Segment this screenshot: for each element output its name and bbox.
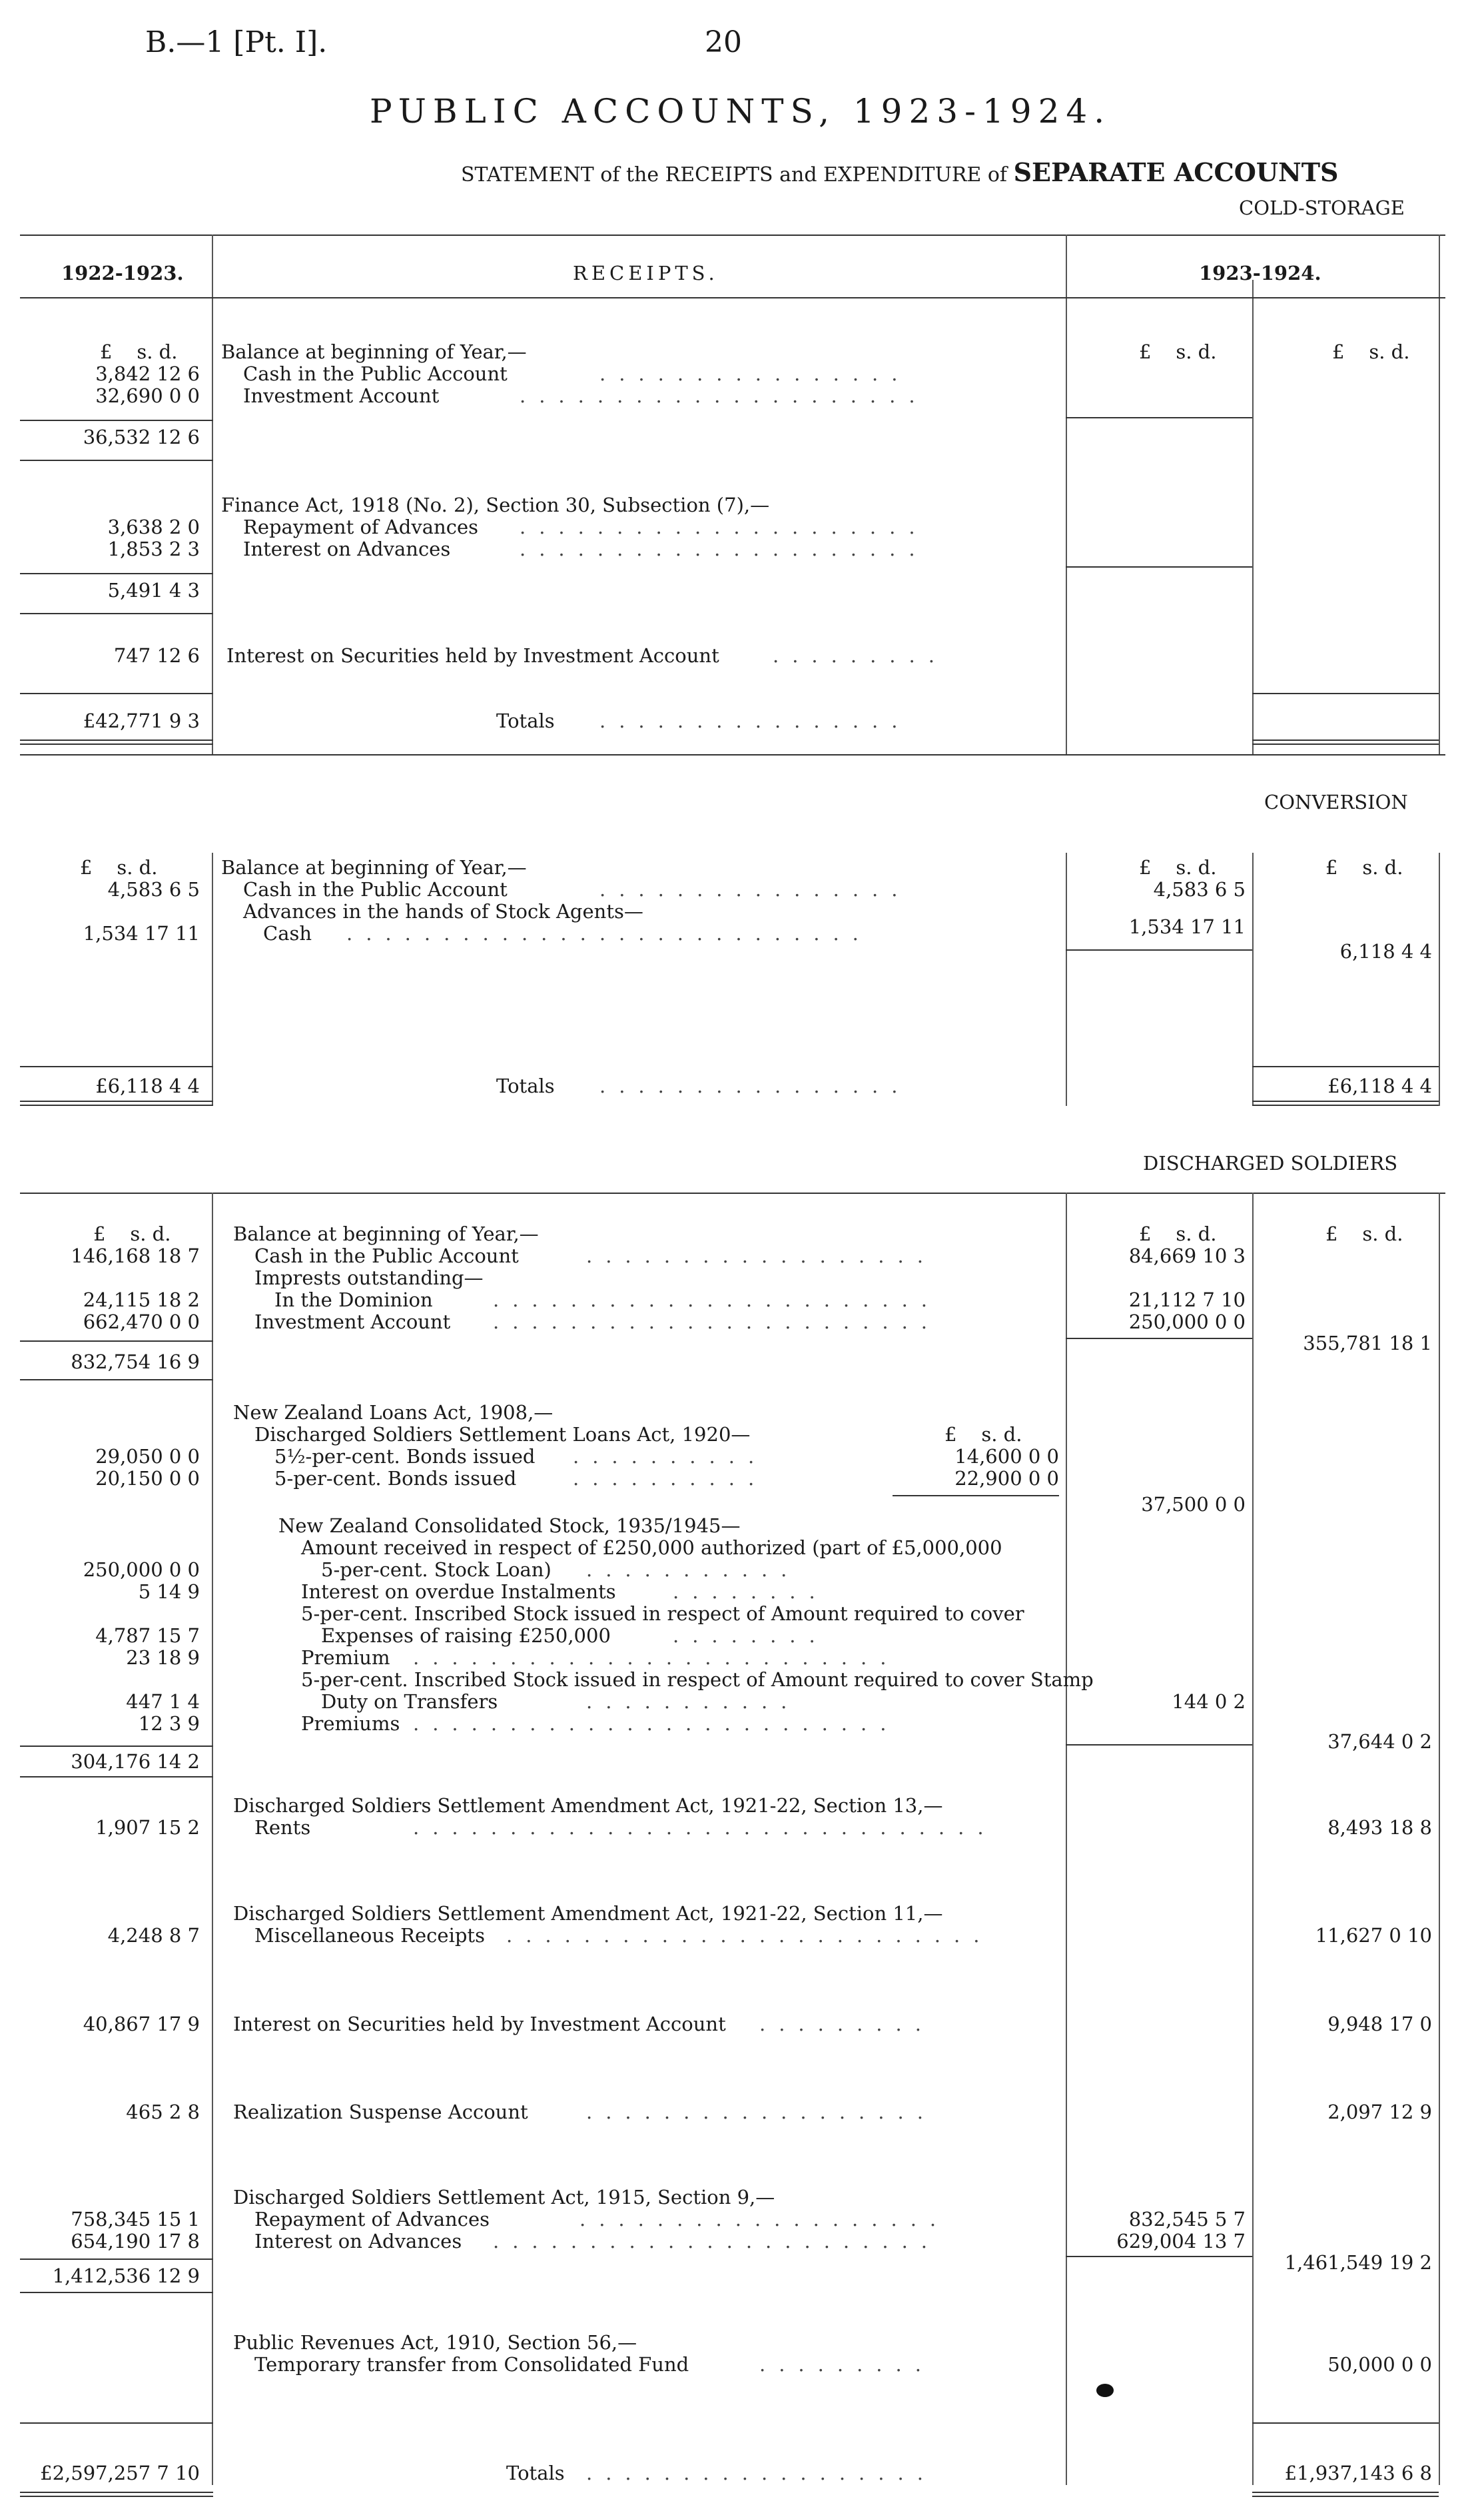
ds-intadv: Interest on Advances — [254, 2230, 462, 2253]
ds-premiums: Premiums — [301, 1712, 400, 1735]
ds-overdue: Interest on overdue Instalments — [301, 1580, 616, 1603]
ds-nzcs-heading: New Zealand Consolidated Stock, 1935/1945— — [278, 1514, 741, 1537]
cold-bal-inv: Investment Account — [243, 384, 440, 407]
subtitle-bold: SEPARATE ACCOUNTS — [1013, 157, 1339, 187]
ds-amt-line2: 5-per-cent. Stock Loan) — [321, 1558, 552, 1581]
ds-nzl-heading: New Zealand Loans Act, 1908,— — [233, 1401, 554, 1424]
ds-bond5-prev: 20,150 0 0 — [95, 1467, 200, 1490]
cold-fin-int: Interest on Advances — [243, 538, 451, 560]
ds-imp-dom-prev: 24,115 18 2 — [83, 1288, 200, 1311]
conv-bal-cash-curr: 4,583 6 5 — [1153, 878, 1246, 901]
conv-lsd-prev: £ s. d. — [80, 856, 158, 879]
ds-repay: Repayment of Advances — [254, 2208, 490, 2231]
conv-adv-cash-curr: 1,534 17 11 — [1128, 915, 1246, 938]
conv-totals-prev: £6,118 4 4 — [95, 1075, 200, 1097]
ds-nzl-sub-prev: 304,176 14 2 — [71, 1750, 200, 1773]
ds-amend13-heading: Discharged Soldiers Settlement Amendment Act, 1921-22, Section 13,— — [233, 1794, 943, 1817]
cold-totals-prev: £42,771 9 3 — [83, 710, 200, 732]
ds-bal-cash-prev: 146,168 18 7 — [71, 1245, 200, 1267]
ds-dssl-lsd: £ s. d. — [944, 1423, 1022, 1446]
cold-bal-inv-prev: 32,690 0 0 — [95, 384, 200, 407]
ds-lsd-curr-b: £ s. d. — [1325, 1223, 1403, 1245]
ds-stamp-curr: 144 0 2 — [1172, 1690, 1246, 1713]
ds-intadv-prev: 654,190 17 8 — [71, 2230, 200, 2253]
ds-imp-heading: Imprests outstanding— — [254, 1266, 484, 1289]
cold-fin-int-prev: 1,853 2 3 — [107, 538, 200, 560]
ds-imp-dom-curr: 21,112 7 10 — [1128, 1288, 1246, 1311]
ds-totals-curr: £1,937,143 6 8 — [1284, 2462, 1432, 2484]
conv-adv-cash-prev: 1,534 17 11 — [83, 922, 200, 945]
ds-inv-prev: 662,470 0 0 — [83, 1310, 200, 1333]
ds-rents-prev: 1,907 15 2 — [95, 1816, 200, 1839]
cold-lsd-prev: £ s. d. — [100, 340, 178, 363]
ds-premium: Premium — [301, 1646, 390, 1669]
conv-adv-cash: Cash — [263, 922, 312, 945]
discharged-heading: DISCHARGED SOLDIERS — [1143, 1152, 1398, 1175]
ds-premiums-prev: 12 3 9 — [138, 1712, 200, 1735]
ds-premium-prev: 23 18 9 — [126, 1646, 200, 1669]
ds-rsa-curr: 2,097 12 9 — [1327, 2101, 1432, 2123]
conv-totals-label: Totals — [496, 1075, 555, 1097]
conv-lsd-curr-a: £ s. d. — [1139, 856, 1217, 879]
ds-insc-prev: 4,787 15 7 — [95, 1624, 200, 1647]
ds-bond55-prev: 29,050 0 0 — [95, 1445, 200, 1468]
ds-bal-cash: Cash in the Public Account — [254, 1245, 519, 1267]
ds-bond55: 5½-per-cent. Bonds issued — [274, 1445, 536, 1468]
page-number: 20 — [705, 25, 742, 59]
ds-lsd-prev: £ s. d. — [93, 1223, 171, 1245]
ds-bal-sub-prev: 832,754 16 9 — [71, 1350, 200, 1373]
conv-bal-cash-prev: 4,583 6 5 — [107, 878, 200, 901]
ds-bonds-total: 37,500 0 0 — [1141, 1493, 1246, 1516]
conv-adv-heading: Advances in the hands of Stock Agents— — [243, 900, 643, 923]
conv-lsd-curr-b: £ s. d. — [1325, 856, 1403, 879]
ds-insc-line2: Expenses of raising £250,000 — [321, 1624, 611, 1647]
ink-blot — [1096, 2384, 1114, 2397]
ds-repay-curr: 832,545 5 7 — [1128, 2208, 1246, 2231]
ds-pra-line: Temporary transfer from Consolidated Fund — [254, 2353, 689, 2376]
ds-dss1915-heading: Discharged Soldiers Settlement Act, 1915, Section 9,— — [233, 2186, 775, 2209]
cold-int-prev: 747 12 6 — [113, 644, 200, 667]
ds-bal-cash-curr: 84,669 10 3 — [1128, 1245, 1246, 1267]
ds-inv-curr: 250,000 0 0 — [1128, 1310, 1246, 1333]
ds-bal-heading: Balance at beginning of Year,— — [233, 1223, 539, 1245]
conv-totals-curr: £6,118 4 4 — [1327, 1075, 1432, 1097]
statement-subtitle — [461, 157, 1338, 187]
conv-bal-heading: Balance at beginning of Year,— — [221, 856, 527, 879]
cold-fin-repay-prev: 3,638 2 0 — [107, 516, 200, 538]
cold-col-receipts: RECEIPTS. — [573, 262, 719, 284]
cold-int-label: Interest on Securities held by Investment Account — [226, 644, 719, 667]
ds-nzl-total-curr: 37,644 0 2 — [1327, 1730, 1432, 1753]
conv-bal-total-curr: 6,118 4 4 — [1339, 940, 1432, 963]
ds-bond55-inner: 14,600 0 0 — [954, 1445, 1059, 1468]
ds-inv: Investment Account — [254, 1310, 451, 1333]
ds-stamp-prev: 447 1 4 — [126, 1690, 200, 1713]
ds-bond5: 5-per-cent. Bonds issued — [274, 1467, 517, 1490]
ds-rsa-prev: 465 2 8 — [126, 2101, 200, 2123]
ds-misc-curr: 11,627 0 10 — [1315, 1924, 1432, 1947]
ds-stamp-line1: 5-per-cent. Inscribed Stock issued in respect of Amount required to cover Stamp — [301, 1668, 1094, 1691]
cold-col-prev-year: 1922-1923. — [61, 262, 184, 284]
ds-rents: Rents — [254, 1816, 311, 1839]
ds-stamp-line2: Duty on Transfers — [321, 1690, 498, 1713]
ds-int-curr: 9,948 17 0 — [1327, 2013, 1432, 2035]
cold-storage-heading: COLD-STORAGE — [1239, 197, 1405, 219]
ds-totals-prev: £2,597,257 7 10 — [40, 2462, 200, 2484]
ds-rsa-label: Realization Suspense Account — [233, 2101, 528, 2123]
ds-totals-label: Totals — [506, 2462, 565, 2484]
cold-fin-heading: Finance Act, 1918 (No. 2), Section 30, Subsection (7),— — [221, 494, 770, 516]
ds-dss1915-total-curr: 1,461,549 19 2 — [1284, 2251, 1432, 2274]
ds-amend11-heading: Discharged Soldiers Settlement Amendment Act, 1921-22, Section 11,— — [233, 1902, 943, 1925]
ds-bond5-inner: 22,900 0 0 — [954, 1467, 1059, 1490]
ds-rents-curr: 8,493 18 8 — [1327, 1816, 1432, 1839]
conv-bal-cash: Cash in the Public Account — [243, 878, 508, 901]
page-title: PUBLIC ACCOUNTS, 1923-1924. — [370, 92, 1112, 131]
cold-lsd-curr-b: £ s. d. — [1332, 340, 1410, 363]
ds-insc-line1: 5-per-cent. Inscribed Stock issued in respect of Amount required to cover — [301, 1602, 1024, 1625]
cold-bal-cash: Cash in the Public Account — [243, 362, 508, 385]
conversion-heading: CONVERSION — [1264, 791, 1408, 813]
ds-pra-curr: 50,000 0 0 — [1327, 2353, 1432, 2376]
ds-amt-prev: 250,000 0 0 — [83, 1558, 200, 1581]
ds-lsd-curr-a: £ s. d. — [1139, 1223, 1217, 1245]
ds-pra-heading: Public Revenues Act, 1910, Section 56,— — [233, 2331, 637, 2354]
page-reference: B.—1 [Pt. I]. — [145, 25, 328, 59]
ds-intadv-curr: 629,004 13 7 — [1116, 2230, 1246, 2253]
ds-repay-prev: 758,345 15 1 — [71, 2208, 200, 2231]
ds-imp-dom: In the Dominion — [274, 1288, 433, 1311]
cold-fin-repay: Repayment of Advances — [243, 516, 478, 538]
cold-bal-sub-prev: 36,532 12 6 — [83, 426, 200, 448]
ds-int-label: Interest on Securities held by Investment Account — [233, 2013, 726, 2035]
cold-bal-cash-prev: 3,842 12 6 — [95, 362, 200, 385]
ds-dssl-heading: Discharged Soldiers Settlement Loans Act, 1920— — [254, 1423, 751, 1446]
ds-overdue-prev: 5 14 9 — [138, 1580, 200, 1603]
cold-bal-heading: Balance at beginning of Year,— — [221, 340, 527, 363]
subtitle-plain: STATEMENT of the RECEIPTS and EXPENDITURE of — [461, 163, 1008, 187]
ds-bal-total-curr: 355,781 18 1 — [1303, 1332, 1432, 1354]
ds-dss1915-sub-prev: 1,412,536 12 9 — [52, 2264, 200, 2287]
ds-int-prev: 40,867 17 9 — [83, 2013, 200, 2035]
cold-fin-sub-prev: 5,491 4 3 — [107, 579, 200, 602]
ds-misc-prev: 4,248 8 7 — [107, 1924, 200, 1947]
ds-amt-line1: Amount received in respect of £250,000 authorized (part of £5,000,000 — [301, 1536, 1002, 1559]
cold-col-curr-year: 1923-1924. — [1199, 262, 1321, 284]
cold-lsd-curr-a: £ s. d. — [1139, 340, 1217, 363]
ds-misc: Miscellaneous Receipts — [254, 1924, 485, 1947]
cold-totals-label: Totals — [496, 710, 555, 732]
